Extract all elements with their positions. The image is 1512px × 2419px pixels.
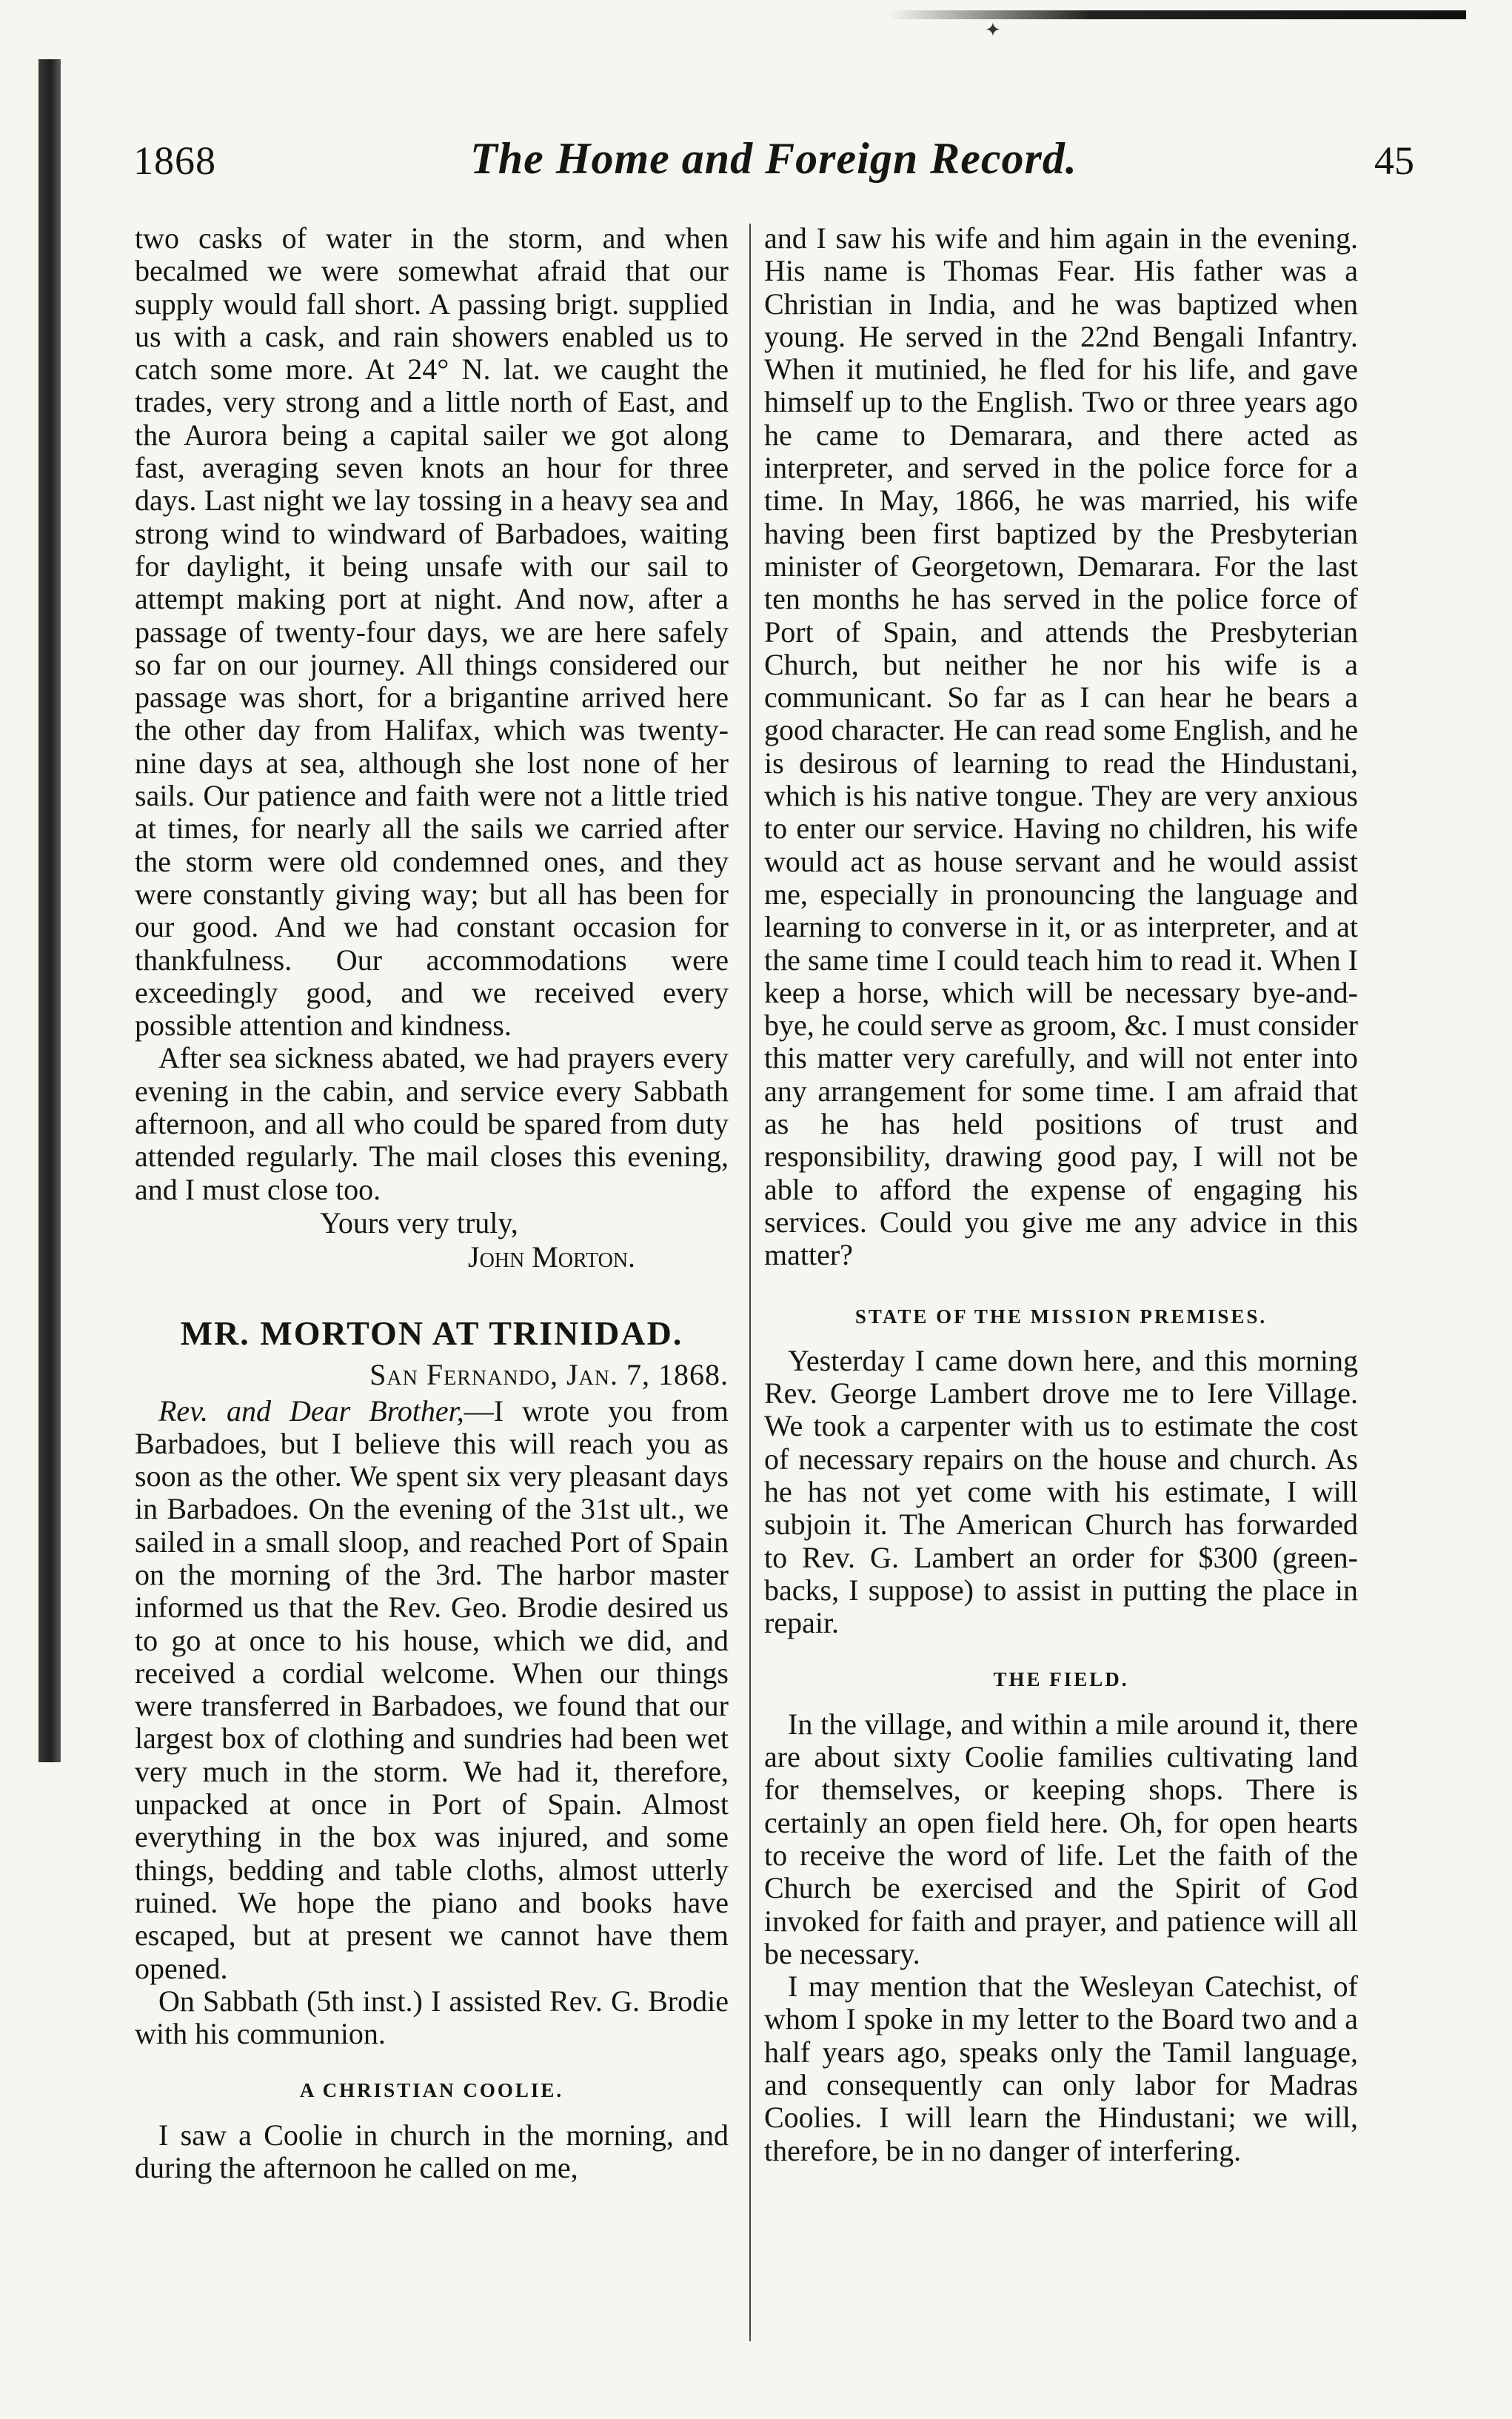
top-rule xyxy=(889,10,1466,19)
subhead-mission-premises: STATE OF THE MISSION PREMISES. xyxy=(854,1305,1268,1328)
sabbath-paragraph: On Sabbath (5th inst.) I assisted Rev. G. Brodie with his communion. xyxy=(135,1984,729,2051)
subhead-the-field: THE FIELD. xyxy=(993,1668,1129,1691)
field-paragraph: In the village, and within a mile around it, there are about sixty Coolie families cultivating land for themselves, or keeping shops. There is certainly an open field here. Oh, for open hearts to receive the word of life. Let the faith of the Church be exercised and the Spirit of God invoked for faith and prayer, and patience will all be necessary. xyxy=(764,1707,1358,1970)
signature: John Morton. xyxy=(468,1239,636,1274)
letter-paragraph xyxy=(135,1395,729,1985)
article-title: MR. MORTON AT TRINIDAD. xyxy=(180,1314,683,1352)
prayers-paragraph: After sea sickness abated, we had prayers every evening in the cabin, and service every Sabbath afternoon, and all who could be spared from duty attended regularly. The mail closes this evening, and I must close too. xyxy=(135,1041,729,1206)
continuation-paragraph: two casks of water in the storm, and when becalmed we were somewhat afraid that our supply would fall short. A passing brigt. supplied us with a cask, and rain showers enabled us to catch some more. At 24° N. lat. we caught the trades, very strong and a little north of East, and the Aurora being a capital sailer we got along fast, averaging seven knots an hour for three days. Last night we lay tossing in a heavy sea and strong wind to windward of Barbadoes, waiting for daylight, it being unsafe with our sail to attempt making port at night. And now, after a passage of twenty-four days, we are here safely so far on our journey. All things considered our passage was short, for a brigantine arrived here the other day from Halifax, which was twenty-nine days at sea, although she lost none of her sails. Our patience and faith were not a little tried at times, for nearly all the sails we carried after the storm were old condemned ones, and they were constantly giving way; but all has been for our good. And we had constant occasion for thankfulness. Our accommodations were exceedingly good, and we received every possible attention and kindness. xyxy=(135,221,729,1043)
coolie-paragraph-start: I saw a Coolie in church in the morning, and during the afternoon he called on me, xyxy=(135,2118,729,2185)
letter-body: —I wrote you from Barbadoes, but I believe this will reach you as soon as the other. We spent six very pleasant days in Barbadoes. On the evening of the 31st ult., we sailed in a small sloop, and reached Port of Spain on the morning of the 3rd. The harbor master informed us that the Rev. Geo. Brodie desired us to go at once to his house, which we did, and received a cordial welcome. When our things were transferred in Barbadoes, we found that our largest box of clothing and sundries had been wet very much in the storm. We had it, therefore, unpacked at once in Port of Spain. Almost everything in the box was injured, and some things, bedding and table cloths, almost utterly ruined. We hope the piano and books have escaped, but at present we cannot have them opened. xyxy=(135,1393,729,1985)
page-year: 1868 xyxy=(133,138,216,183)
premises-paragraph: Yesterday I came down here, and this morning Rev. George Lambert drove me to Iere Village. We took a carpenter with us to estimate the cost of necessary repairs on the house and church. As he has not yet come with his estimate, I will subjoin it. The American Church has forwarded to Rev. G. Lambert an order for $300 (green-backs, I suppose) to assist in putting the place in repair. xyxy=(764,1343,1358,1640)
journal-title: The Home and Foreign Record. xyxy=(470,134,1077,183)
subhead-christian-coolie: A CHRISTIAN COOLIE. xyxy=(299,2079,564,2102)
catechist-paragraph: I may mention that the Wesleyan Catechist, of whom I spoke in my letter to the Board two and a half years ago, speaks only the Tamil language, and consequently can only labor for Madras Coolies. I will learn the Hindustani; we will, therefore, be in no danger of interfering. xyxy=(764,1970,1358,2167)
coolie-paragraph-continued: and I saw his wife and him again in the evening. His name is Thomas Fear. His father was a Christian in India, and he was baptized when young. He served in the 22nd Bengali Infantry. When it mutinied, he fled for his life, and gave himself up to the English. Two or three years ago he came to Demarara, and there acted as interpreter, and served in the police force for a time. In May, 1866, he was married, his wife having been first baptized by the Presbyterian minister of Georgetown, Demarara. For the last ten months he has served in the police force of Port of Spain, and attends the Presbyterian Church, but neither he nor his wife is a communicant. So far as I can hear he bears a good character. He can read some English, and he is desirous of learning to read the Hindustani, which is his native tongue. They are very anxious to enter our service. Having no children, his wife would act as house servant and he would assist me, especially in pronouncing the language and learning to converse in it, or as interpreter, and at the same time I could teach him to read it. When I keep a horse, which will be necessary bye-and-bye, he could serve as groom, &c. I must consider this matter very carefully, and will not enter into any arrangement for some time. I am afraid that as he has held positions of trust and responsibility, drawing good pay, I will not be able to afford the expense of engaging his services. Could you give me any advice in this matter? xyxy=(764,221,1359,1272)
column-divider xyxy=(749,224,751,2341)
right-column xyxy=(764,222,1358,2167)
closing-line: Yours very truly, xyxy=(320,1205,518,1239)
top-mark: ✦ xyxy=(985,19,1001,41)
salutation: Rev. and Dear Brother, xyxy=(158,1393,464,1428)
left-column xyxy=(135,222,729,2184)
page-number: 45 xyxy=(1374,138,1414,183)
binding-edge xyxy=(39,59,61,1762)
dateline: San Fernando, Jan. 7, 1868. xyxy=(369,1358,729,1392)
page-header xyxy=(133,133,1414,200)
